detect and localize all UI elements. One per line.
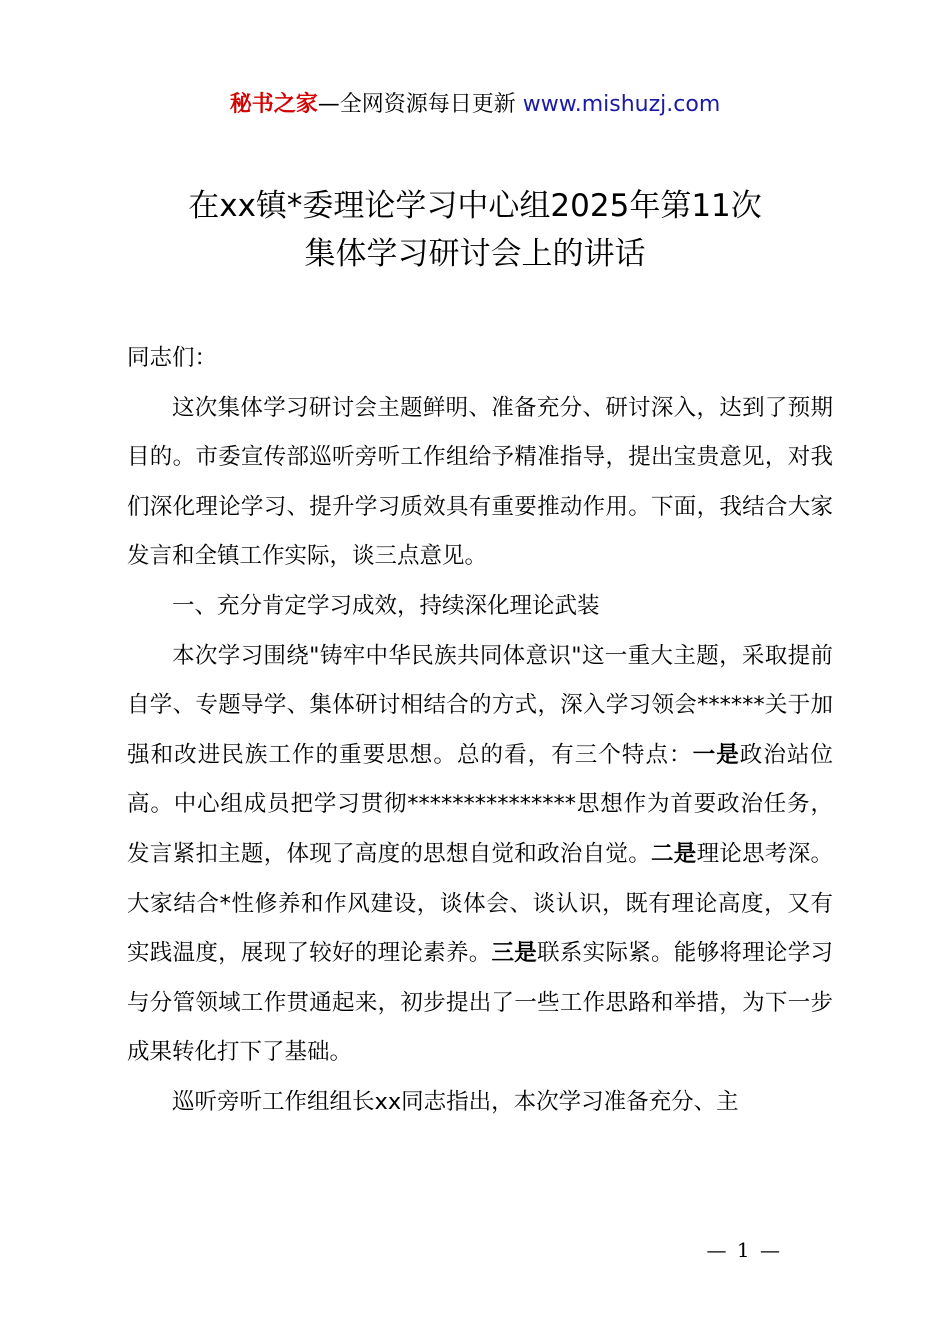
- section-heading-1: 一、充分肯定学习成效，持续深化理论武装: [172, 592, 600, 619]
- paragraph-3: 巡听旁听工作组组长xx同志指出，本次学习准备充分、主: [172, 1088, 739, 1115]
- brand-name: 秘书之家: [229, 92, 318, 117]
- point-2-label: 二是: [650, 840, 697, 867]
- point-1-label: 一是: [692, 741, 740, 768]
- paragraph-1: 这次集体学习研讨会主题鲜明、准备充分、研讨深入，达到了预期目的。市委宣传部巡听旁听工作组给予精准指导，提出宝贵意见，对我们深化理论学习、提升学习质效具有重要推动作用。下面，我结合大家发言和全镇工作实际，谈三点意见。: [127, 394, 833, 570]
- paragraph-2-intro: 本次学习围绕"铸牢中华民族共同体意识"这一重大主题，采取提前自学、专题导学、集体研讨相结合的方式，深入学习领会******关于加强和改进民族工作的重要思想。总的看，有三个特点：: [127, 642, 833, 768]
- point-2-text: 理论思考深。大家结合*性修养和作风建设，谈体会、谈认识，既有理论高度，又有实践温度，展现了较好的理论素养。: [127, 840, 833, 967]
- site-header: [0, 88, 950, 122]
- page-number-text: — 1 —: [706, 1238, 782, 1262]
- greeting: 同志们：: [127, 345, 218, 371]
- document-title: [80, 182, 870, 278]
- site-url-link[interactable]: www.mishuzj.com: [522, 92, 721, 117]
- title-line-1: 在xx镇*委理论学习中心组2025年第11次: [188, 188, 762, 224]
- point-3-text: 联系实际紧。能够将理论学习与分管领域工作贯通起来，初步提出了一些工作思路和举措，为下一步成果转化打下了基础。: [127, 940, 833, 1066]
- page-number: [0, 1238, 950, 1262]
- document-body: [127, 334, 833, 1128]
- point-1-text: 政治站位高。中心组成员把学习贯彻***************思想作为首要政治任务，发言紧扣主题，体现了高度的思想自觉和政治自觉。: [127, 741, 833, 867]
- paragraph-2: [127, 632, 833, 1078]
- title-line-2: 集体学习研讨会上的讲话: [304, 236, 646, 272]
- point-3-label: 三是: [491, 940, 538, 967]
- header-tagline: —全网资源每日更新: [317, 92, 516, 117]
